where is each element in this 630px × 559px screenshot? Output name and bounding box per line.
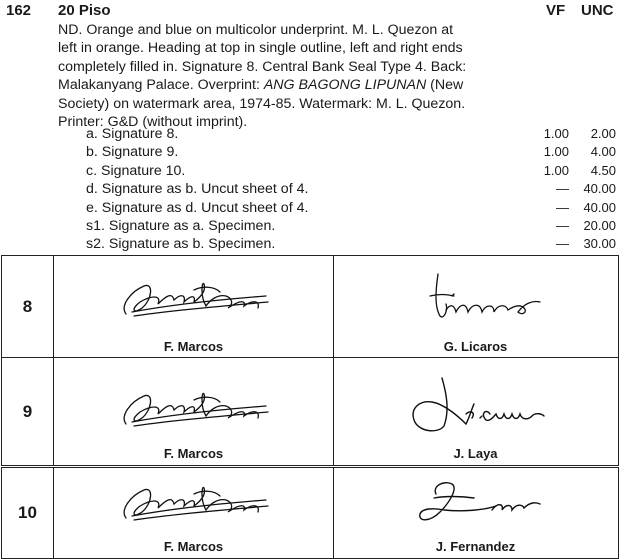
note-description bbox=[58, 21, 528, 131]
signature-row bbox=[1, 357, 619, 466]
signature-cell-left bbox=[54, 358, 334, 465]
variety-vf-price: — bbox=[556, 217, 569, 233]
column-header-unc: UNC bbox=[581, 2, 614, 19]
signatory-name: F. Marcos bbox=[163, 446, 224, 461]
signature-marcos-image bbox=[54, 358, 334, 444]
variety-vf-price: — bbox=[556, 236, 569, 252]
signatory-name: F. Marcos bbox=[163, 339, 224, 354]
variety-label: c. Signature 10. bbox=[86, 162, 186, 179]
variety-row bbox=[0, 217, 630, 235]
variety-unc-price: 20.00 bbox=[583, 217, 616, 233]
description-line: ND. Orange and blue on multicolor underprint. M. L. Quezon at bbox=[58, 22, 454, 38]
signature-cell-left bbox=[54, 256, 334, 358]
signature-table bbox=[1, 255, 619, 559]
description-line: Society) on watermark area, 1974-85. Watermark: M. L. Quezon. bbox=[58, 95, 466, 112]
description-line: left in orange. Heading at top in single outline, left and right ends bbox=[58, 40, 463, 57]
description-line: completely filled in. Signature 8. Central Bank Seal Type 4. Back: bbox=[58, 58, 467, 75]
variety-vf-price: 1.00 bbox=[543, 162, 569, 178]
variety-label: e. Signature as d. Uncut sheet of 4. bbox=[86, 199, 309, 216]
variety-vf-price: 1.00 bbox=[543, 126, 569, 141]
description-line: Printer: G&D (without imprint). bbox=[58, 114, 248, 131]
signatory-name: J. Fernandez bbox=[435, 539, 516, 554]
variety-label: d. Signature as b. Uncut sheet of 4. bbox=[86, 181, 309, 198]
variety-vf-price: — bbox=[556, 181, 569, 197]
variety-label: s2. Signature as b. Specimen. bbox=[86, 236, 276, 253]
variety-vf-price: — bbox=[556, 199, 569, 215]
column-header-vf: VF bbox=[546, 2, 566, 19]
signatory-name: F. Marcos bbox=[163, 539, 224, 554]
catalog-number: 162 bbox=[6, 2, 32, 19]
signature-laya-image bbox=[334, 358, 617, 444]
signatory-name: J. Laya bbox=[453, 446, 498, 461]
description-line bbox=[58, 76, 528, 94]
variety-unc-price: 30.00 bbox=[583, 236, 616, 252]
signatory-name: G. Licaros bbox=[443, 339, 508, 354]
variety-row bbox=[0, 199, 630, 217]
signature-marcos-image bbox=[54, 256, 334, 336]
signature-marcos-image bbox=[54, 468, 334, 538]
variety-list bbox=[0, 125, 630, 254]
signature-licaros-image bbox=[334, 256, 617, 336]
signature-fernandez-image bbox=[334, 468, 617, 538]
variety-label: s1. Signature as a. Specimen. bbox=[86, 217, 276, 234]
variety-vf-price: 1.00 bbox=[543, 144, 569, 160]
signature-number: 9 bbox=[2, 358, 54, 465]
variety-unc-price: 2.00 bbox=[590, 126, 616, 141]
variety-row bbox=[0, 143, 630, 161]
variety-unc-price: 40.00 bbox=[583, 199, 616, 215]
signature-cell-left bbox=[54, 468, 334, 558]
variety-unc-price: 4.00 bbox=[590, 144, 616, 160]
variety-unc-price: 4.50 bbox=[590, 162, 616, 178]
variety-row bbox=[0, 162, 630, 180]
variety-unc-price: 40.00 bbox=[583, 181, 616, 197]
signature-number: 10 bbox=[2, 468, 54, 558]
description-text: Malakanyang Palace. Overprint: bbox=[58, 77, 264, 94]
signature-cell-right bbox=[334, 468, 617, 558]
signature-row bbox=[1, 467, 619, 559]
variety-label: a. Signature 8. bbox=[86, 126, 179, 142]
overprint-text: ANG BAGONG LIPUNAN bbox=[263, 77, 427, 94]
signature-cell-right bbox=[334, 358, 617, 465]
variety-row bbox=[0, 125, 630, 143]
signature-number: 8 bbox=[2, 256, 54, 358]
variety-label: b. Signature 9. bbox=[86, 144, 179, 161]
signature-cell-right bbox=[334, 256, 617, 358]
signature-row bbox=[1, 255, 619, 359]
variety-row bbox=[0, 235, 630, 253]
description-text: (New bbox=[426, 77, 464, 94]
variety-row bbox=[0, 180, 630, 198]
note-title: 20 Piso bbox=[58, 2, 111, 19]
